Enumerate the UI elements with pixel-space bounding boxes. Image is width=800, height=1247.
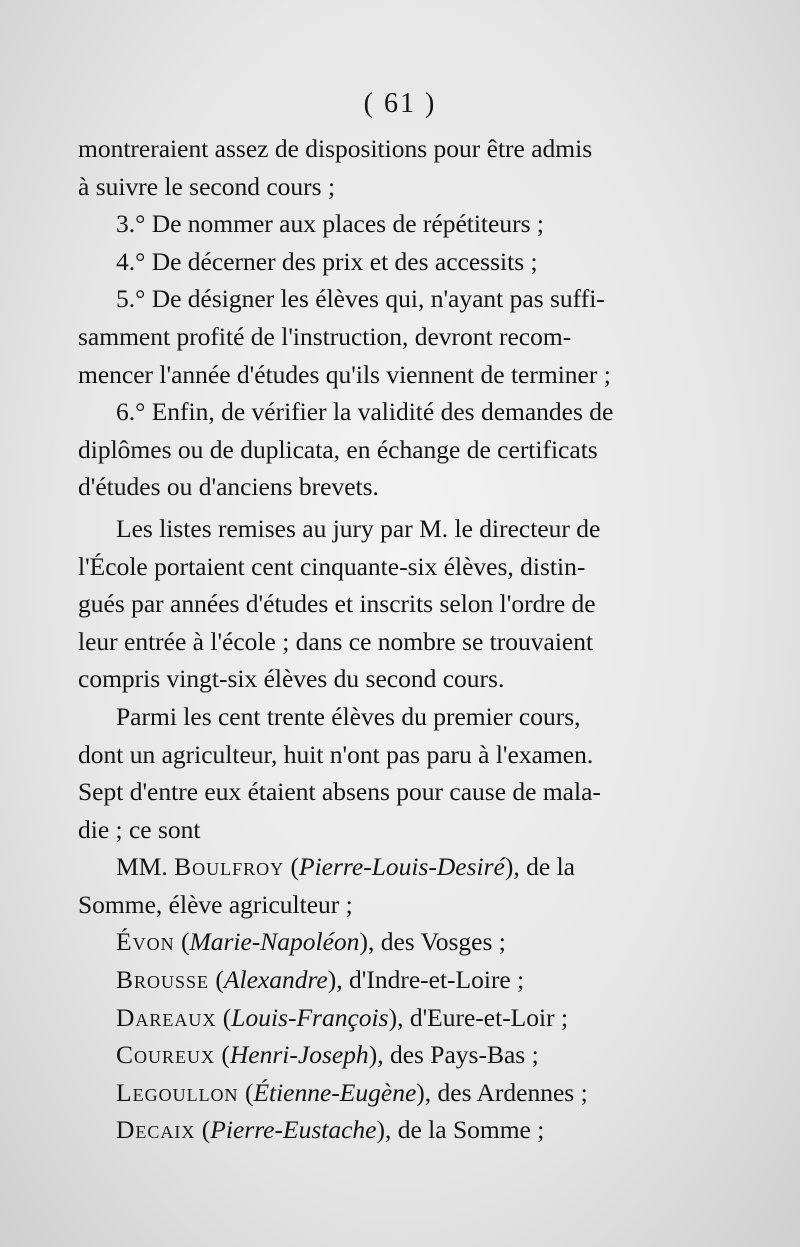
surname: Brousse: [116, 965, 210, 995]
name-entry: Brousse (Alexandre), d'Indre-et-Loire ;: [116, 965, 525, 995]
origin: , des Vosges ;: [367, 927, 506, 957]
text-line: à suivre le second cours ;: [78, 171, 336, 201]
text-line: mencer l'année d'études qu'ils viennent de terminer ;: [78, 359, 611, 389]
text-line: montreraient assez de dispositions pour être admis: [78, 134, 593, 163]
text-line: Les listes remises au jury par M. le directeur de: [116, 513, 601, 543]
text-line: compris vingt-six élèves du second cours.: [78, 664, 505, 694]
name-entry: MM. Boulfroy (Pierre-Louis-Desiré), de la: [116, 852, 575, 882]
given-names: Alexandre: [223, 965, 328, 995]
text-line: gués par années d'études et inscrits selon l'ordre de: [78, 589, 596, 619]
origin: , d'Eure-et-Loir ;: [397, 1002, 569, 1032]
text-line: 6.° Enfin, de vérifier la validité des demandes de: [116, 397, 614, 427]
name-entry: Évon (Marie-Napoléon), des Vosges ;: [116, 927, 506, 957]
name-entry: Dareaux (Louis-François), d'Eure-et-Loir ;: [116, 1002, 569, 1032]
text-line: samment profité de l'instruction, devront recom-: [78, 321, 572, 351]
text-line: dont un agriculteur, huit n'ont pas paru à l'examen.: [78, 739, 594, 769]
body-text: [78, 130, 734, 1149]
surname: Boulfroy: [174, 852, 285, 882]
surname: Decaix: [116, 1115, 196, 1145]
surname: Legoullon: [116, 1077, 239, 1107]
surname: Évon: [116, 927, 175, 957]
given-names: Étienne-Eugène: [253, 1077, 417, 1107]
origin: , des Pays-Bas ;: [377, 1040, 539, 1070]
text-line: die ; ce sont: [78, 814, 201, 844]
name-entry: Decaix (Pierre-Eustache), de la Somme ;: [116, 1115, 545, 1145]
name-continuation: Somme, élève agriculteur ;: [78, 889, 353, 919]
text-line: diplômes ou de duplicata, en échange de certificats: [78, 434, 598, 464]
text-line: Parmi les cent trente élèves du premier cours,: [116, 701, 581, 731]
text-line: Sept d'entre eux étaient absens pour cause de mala-: [78, 777, 601, 807]
text-line: 5.° De désigner les élèves qui, n'ayant pas suffi-: [116, 284, 605, 314]
text-line: l'École portaient cent cinquante-six élèves, distin-: [78, 551, 586, 581]
origin: , d'Indre-et-Loire ;: [336, 965, 525, 995]
text-line: leur entrée à l'école ; dans ce nombre se trouvaient: [78, 626, 594, 656]
surname: Dareaux: [116, 1002, 217, 1032]
text-line: d'études ou d'anciens brevets.: [78, 472, 379, 502]
surname: Coureux: [116, 1040, 216, 1070]
name-prefix: MM.: [116, 852, 175, 882]
text-line: 3.° De nommer aux places de répétiteurs ;: [116, 209, 544, 239]
given-names: Pierre-Louis-Desiré: [299, 852, 505, 882]
origin: , des Ardennes ;: [424, 1077, 588, 1107]
text-line: 4.° De décerner des prix et des accessits ;: [116, 246, 538, 276]
given-names: Louis-François: [231, 1002, 389, 1032]
origin: , de la Somme ;: [384, 1115, 545, 1145]
page-number: ( 61 ): [363, 88, 437, 119]
given-names: Marie-Napoléon: [189, 927, 360, 957]
name-entry: Coureux (Henri-Joseph), des Pays-Bas ;: [116, 1040, 539, 1070]
origin: , de la: [513, 852, 575, 882]
given-names: Henri-Joseph: [229, 1040, 369, 1070]
given-names: Pierre-Eustache: [210, 1115, 377, 1145]
name-entry: Legoullon (Étienne-Eugène), des Ardennes ;: [116, 1077, 588, 1107]
